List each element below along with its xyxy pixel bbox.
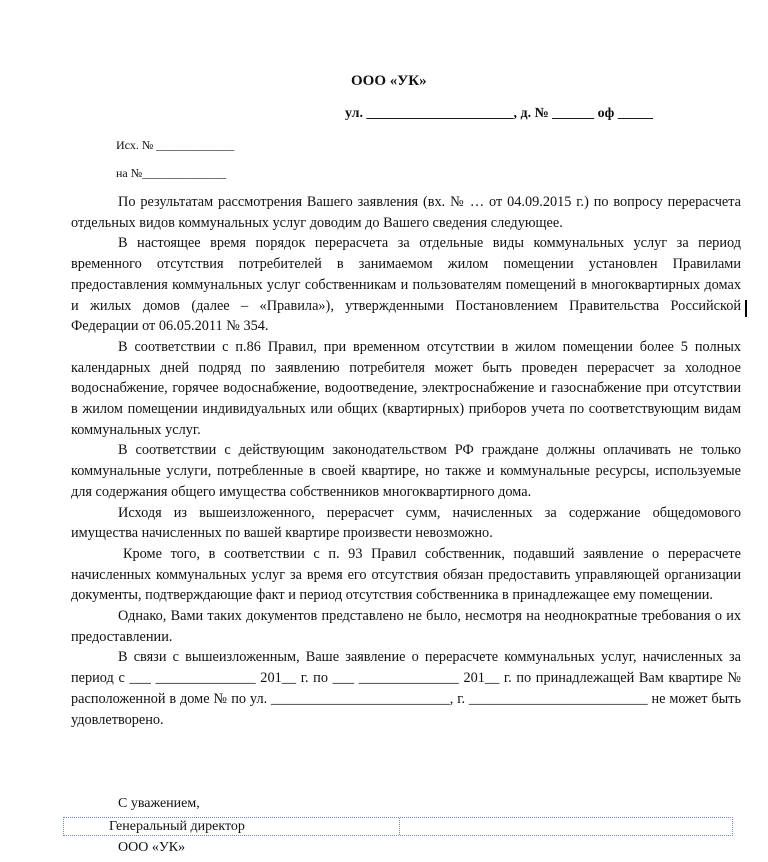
letterhead-organization: ООО «УК» (351, 73, 427, 89)
paragraph: В настоящее время порядок перерасчета за отдельные виды коммунальных услуг за период временного отсутствия потребителей в занимаемом жилом помещении установлен Правилами предоставления коммунальных услуг собственникам и пользователям помещений в многоквартирных домах и жилых домов (далее – «Правила»), утвержденными Постановлением Правительства Российской Федерации от 06.05.2011 № 354. (71, 235, 741, 335)
paragraph: По результатам рассмотрения Вашего заявления (вх. № … от 04.09.2015 г.) по вопросу перерасчета отдельных видов коммунальных услуг доводим до Вашего сведения следующее. (71, 194, 741, 231)
paragraph: В соответствии с действующим законодательством РФ граждане должны оплачивать не только коммунальные услуги, потребленные в своей квартире, но также и коммунальные ресурсы, используемые для содержания общего имущества собственников многоквартирного дома. (71, 442, 741, 500)
paragraph: Кроме того, в соответствии с п. 93 Правил собственник, подавший заявление о перерасчете начисленных коммунальных услуг за время его отсутствия обязан предоставить управляющей организации документы, подтверждающие факт и период отсутствия собственника в принадлежащее ему помещении. (71, 545, 741, 604)
signatory-organization: ООО «УК» (118, 840, 186, 855)
paragraph: Однако, Вами таких документов представлено не было, несмотря на неоднократные требования о их предоставлении. (71, 608, 741, 645)
letter-body (71, 192, 741, 730)
closing-phrase: С уважением, (118, 796, 200, 811)
paragraph: В связи с вышеизложенным, Ваше заявление о перерасчете коммунальных услуг, начисленных за период с ___ ______________ 201__ г. по ___ ______________ 201__ г. по принадлежащей Вам квартире № расположенной в доме № по ул. _________________________, г. _________________________ не может быть удовлетворено. (71, 649, 741, 728)
signature-table (63, 817, 733, 836)
paragraph: В соответствии с п.86 Правил, при временном отсутствии в жилом помещении более 5 полных календарных дней подряд по заявлению потребителя может быть проведен перерасчет за холодное водоснабжение, горячее водоснабжение, водоотведение, электроснабжение и газоснабжение при отсутствии в жилом помещении индивидуальных или общих (квартирных) приборов учета по соответствующим видам коммунальных услуг. (71, 338, 741, 438)
signatory-title: Генеральный директор (109, 819, 245, 834)
outgoing-number: Исх. № _____________ (116, 138, 235, 152)
text-cursor (745, 300, 747, 317)
paragraph: Исходя из вышеизложенного, перерасчет сумм, начисленных за содержание общедомового имущества начисленных по вашей квартире произвести невозможно. (71, 504, 741, 542)
table-cell-divider (399, 818, 400, 835)
letterhead-address: ул. _____________________, д. № ______ оф _____ (345, 106, 653, 121)
reply-to-number: на №______________ (116, 166, 227, 180)
